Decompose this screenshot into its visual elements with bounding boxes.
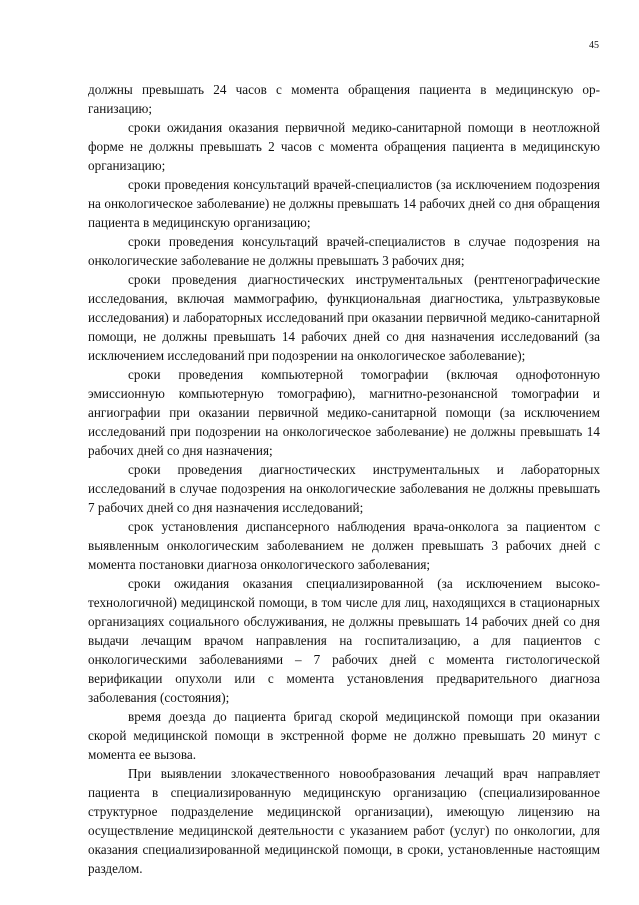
paragraph-1-continuation: должны превышать 24 часов с момента обращения пациента в медицинскую организацию; [88,82,600,116]
paragraph-oncologist-observation: срок установления диспансерного наблюдения врача-онколога за пациентом с выявленным онкологическим заболеванием не должен превышать 3 рабочих дней с момента постановки диагноза онкологического заболевания; [88,519,600,572]
document-body [88,80,600,878]
paragraph-specialized-care-wait: сроки ожидания оказания специализированной (за исключением высокотехнологичной) медицинской помощи, в том числе для лиц, находящихся в стационарных организациях социального обслуживания, не должны превышать 14 рабочих дней со дня выдачи лечащим врачом направления на госпитализацию, а для пациентов с онкологическими заболеваниями – 7 рабочих дней с момента гистологической верификации опухоли или с момента установления предварительного диагноза заболевания (состояния); [88,576,600,705]
page-number: 45 [589,40,599,51]
paragraph-urgent-primary-care-wait: сроки ожидания оказания первичной медико-санитарной помощи в неотложной форме не должны превышать 2 часов с момента обращения пациента в медицинскую организацию; [88,120,600,173]
paragraph-oncology-consultation-wait: сроки проведения консультаций врачей-специалистов в случае подозрения на онкологические заболевание не должны превышать 3 рабочих дня; [88,234,600,268]
paragraph-specialist-consultation-wait: сроки проведения консультаций врачей-специалистов (за исключением подозрения на онкологическое заболевание) не должны превышать 14 рабочих дней со дня обращения пациента в медицинскую организацию; [88,177,600,230]
paragraph-ambulance-arrival: время доезда до пациента бригад скорой медицинской помощи при оказании скорой медицинской помощи в экстренной форме не должно превышать 20 минут с момента ее вызова. [88,709,600,762]
paragraph-oncology-diagnostics-wait: сроки проведения диагностических инструментальных и лабораторных исследований в случае подозрения на онкологические заболевания не должны превышать 7 рабочих дней со дня назначения исследований; [88,462,600,515]
paragraph-diagnostic-tests-wait: сроки проведения диагностических инструментальных (рентгенографические исследования, включая маммографию, функциональная диагностика, ультразвуковые исследования) и лабораторных исследований при оказании первичной медико-санитарной помощи, не должны превышать 14 рабочих дней со дня назначения исследований (за исключением исследований при подозрении на онкологическое заболевание); [88,272,600,363]
paragraph-malignancy-referral: При выявлении злокачественного новообразования лечащий врач направляет пациента в специализированную медицинскую организацию (специализированное структурное подразделение медицинской организации), имеющую лицензию на осуществление медицинской деятельности с указанием работ (услуг) по онкологии, для оказания специализированной медицинской помощи, в сроки, установленные настоящим разделом. [88,766,600,876]
paragraph-ct-mri-wait: сроки проведения компьютерной томографии (включая однофотонную эмиссионную компьютерную томографию), магнитно-резонансной томографии и ангиографии при оказании первичной медико-санитарной помощи (за исключением исследований при подозрении на онкологическое заболевание) не должны превышать 14 рабочих дней со дня назначения; [88,367,600,458]
